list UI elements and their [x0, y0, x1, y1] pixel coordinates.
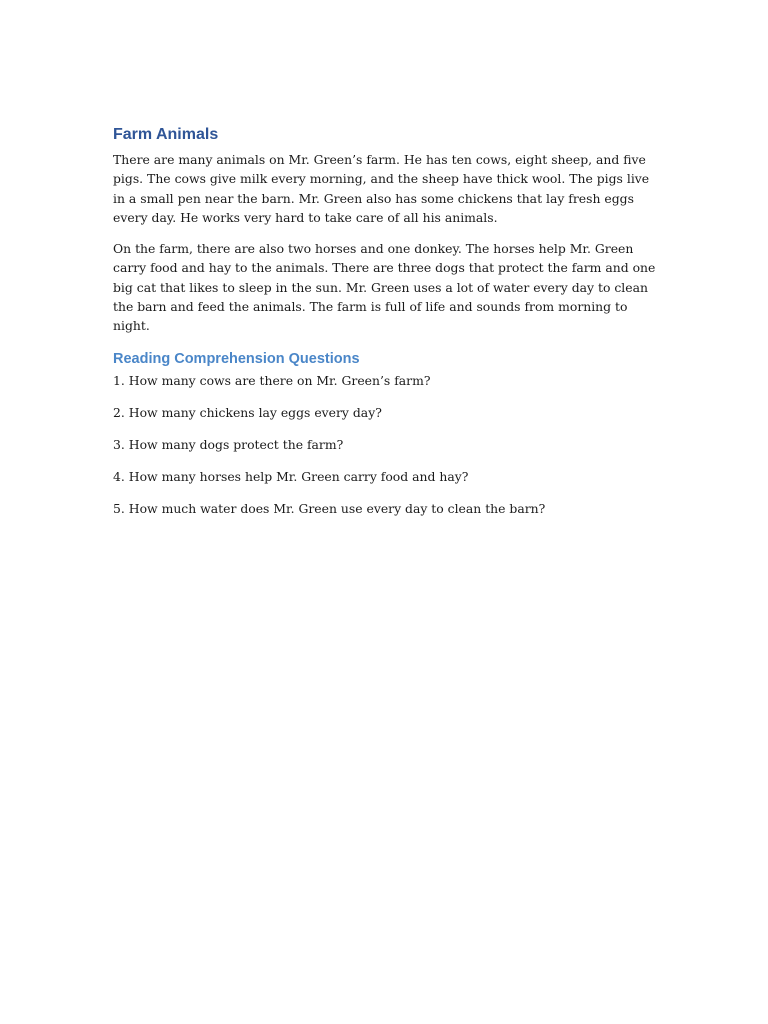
story-paragraph-1: There are many animals on Mr. Green’s farm. He has ten cows, eight sheep, and five pigs. The cows give milk every morning, and the sheep have thick wool. The pigs live in a small pen near the barn. Mr. Green also has some chickens that lay fresh eggs every day. He works very hard to take care of all his animals.	[113, 152, 650, 225]
question-4: 4. How many horses help Mr. Green carry food and hay?	[113, 468, 469, 484]
story-paragraph-2: On the farm, there are also two horses and one donkey. The horses help Mr. Green carry food and hay to the animals. There are three dogs that protect the farm and one big cat that likes to sleep in the sun. Mr. Green uses a lot of water every day to clean the barn and feed the animals. The farm is full of life and sounds from morning to night.	[113, 241, 656, 334]
document-title: Farm Animals	[113, 126, 219, 143]
questions-heading: Reading Comprehension Questions	[113, 350, 360, 367]
question-1: 1. How many cows are there on Mr. Green’s farm?	[113, 372, 431, 388]
question-3: 3. How many dogs protect the farm?	[113, 436, 344, 452]
question-5: 5. How much water does Mr. Green use every day to clean the barn?	[113, 500, 546, 516]
document-content	[113, 124, 658, 531]
question-2: 2. How many chickens lay eggs every day?	[113, 404, 382, 420]
